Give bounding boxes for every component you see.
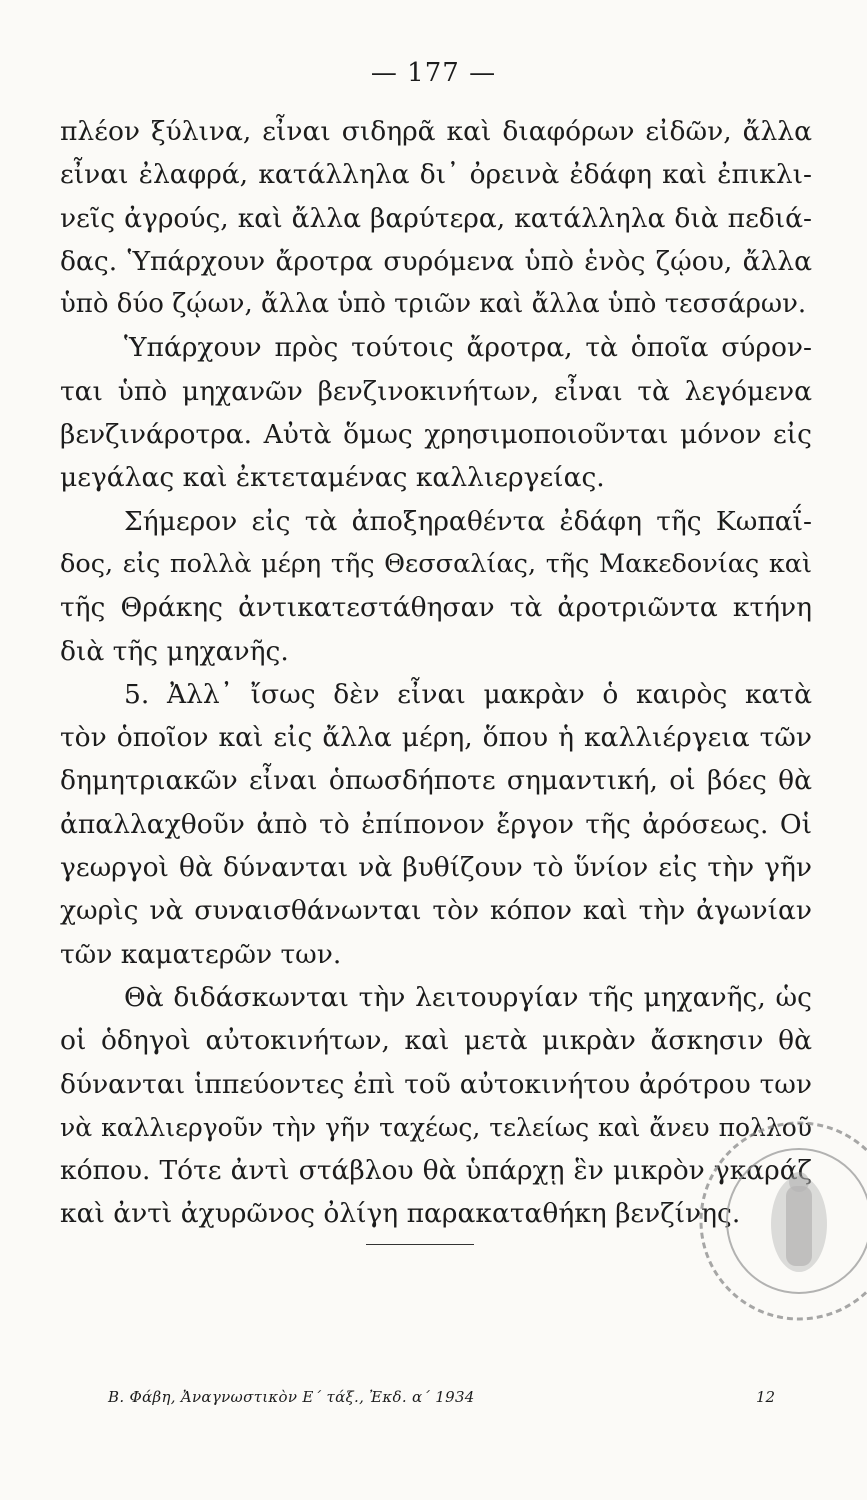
- text-line: Θὰ διδάσκωνται τὴν λειτουργίαν τῆς μηχανῆς, ὡς: [124, 981, 812, 1013]
- text-line: πλέον ξύλινα, εἶναι σιδηρᾶ καὶ διαφόρων εἰδῶν, ἄλλα: [60, 116, 812, 147]
- text-line: βενζινάροτρα. Αὐτὰ ὅμως χρησιμοποιοῦνται μόνον εἰς: [60, 419, 812, 451]
- footer-signature-number: 12: [756, 1388, 776, 1406]
- text-line: δημητριακῶν εἶναι ὁπωσδήποτε σημαντική, οἱ βόες θὰ: [60, 765, 812, 797]
- text-line: τῆς Θράκης ἀντικατεστάθησαν τὰ ἀροτριῶντα κτήνη: [60, 592, 812, 624]
- text-line: οἱ ὁδηγοὶ αὐτοκινήτων, καὶ μετὰ μικρὰν ἄσκησιν θὰ: [60, 1025, 812, 1057]
- text-line: εἶναι ἐλαφρά, κατάλληλα δι᾿ ὀρεινὰ ἐδάφη καὶ ἐπικλι-: [60, 159, 812, 191]
- page-number: — 177 —: [370, 58, 497, 88]
- text-line: ὑπὸ δύο ζῴων, ἄλλα ὑπὸ τριῶν καὶ ἄλλα ὑπὸ τεσσάρων.: [60, 289, 807, 320]
- text-line: Σήμερον εἰς τὰ ἀποξηραθέντα ἐδάφη τῆς Κωπαΐ-: [124, 505, 812, 537]
- text-line: νὰ καλλιεργοῦν τὴν γῆν ταχέως, τελείως καὶ ἄνευ πολλοῦ: [60, 1112, 812, 1142]
- divider: [366, 1244, 474, 1245]
- text-line: δας. Ὑπάρχουν ἄροτρα συρόμενα ὑπὸ ἑνὸς ζῴου, ἄλλα: [60, 245, 812, 277]
- text-line: χωρὶς νὰ συναισθάνωνται τὸν κόπον καὶ τὴν ἀγωνίαν: [60, 895, 812, 927]
- text-line: μεγάλας καὶ ἐκτεταμένας καλλιεργείας.: [60, 462, 605, 494]
- text-line: δύνανται ἱππεύοντες ἐπὶ τοῦ αὐτοκινήτου ἀρότρου των: [60, 1068, 812, 1100]
- text-line: γεωργοὶ θὰ δύνανται νὰ βυθίζουν τὸ ὕνίον εἰς τὴν γῆν: [60, 852, 812, 884]
- text-line: κόπου. Τότε ἀντὶ στάβλου θὰ ὑπάρχῃ ἓν μικρὸν γκαράζ: [60, 1155, 812, 1187]
- text-line: νεῖς ἀγρούς, καὶ ἄλλα βαρύτερα, κατάλληλα διὰ πεδιά-: [60, 202, 812, 234]
- library-stamp: [694, 1116, 867, 1326]
- text-line: τὸν ὁποῖον καὶ εἰς ἄλλα μέρη, ὅπου ἡ καλλιέργεια τῶν: [60, 722, 812, 754]
- text-line: δος, εἰς πολλὰ μέρη τῆς Θεσσαλίας, τῆς Μακεδονίας καὶ: [60, 548, 812, 579]
- text-line: τῶν καματερῶν των.: [60, 938, 342, 970]
- text-line: Ὑπάρχουν πρὸς τούτοις ἄροτρα, τὰ ὁποῖα σύρον-: [124, 332, 812, 364]
- text-line: διὰ τῆς μηχανῆς.: [60, 635, 289, 667]
- text-line: ται ὑπὸ μηχανῶν βενζινοκινήτων, εἶναι τὰ λεγόμενα: [60, 375, 812, 407]
- text-line: 5. Ἀλλ᾿ ἴσως δὲν εἶναι μακρὰν ὁ καιρὸς κατὰ: [124, 678, 812, 710]
- footer-citation: Β. Φάβη, Ἀναγνωστικὸν Ε´ τάξ., Ἐκδ. α´ 1934: [108, 1388, 475, 1406]
- text-line: καὶ ἀντὶ ἀχυρῶνος ὀλίγη παρακαταθήκη βενζίνης.: [60, 1198, 741, 1230]
- body-text: [60, 110, 812, 1236]
- text-line: ἀπαλλαχθοῦν ἀπὸ τὸ ἐπίπονον ἔργον τῆς ἀρόσεως. Οἱ: [60, 808, 812, 840]
